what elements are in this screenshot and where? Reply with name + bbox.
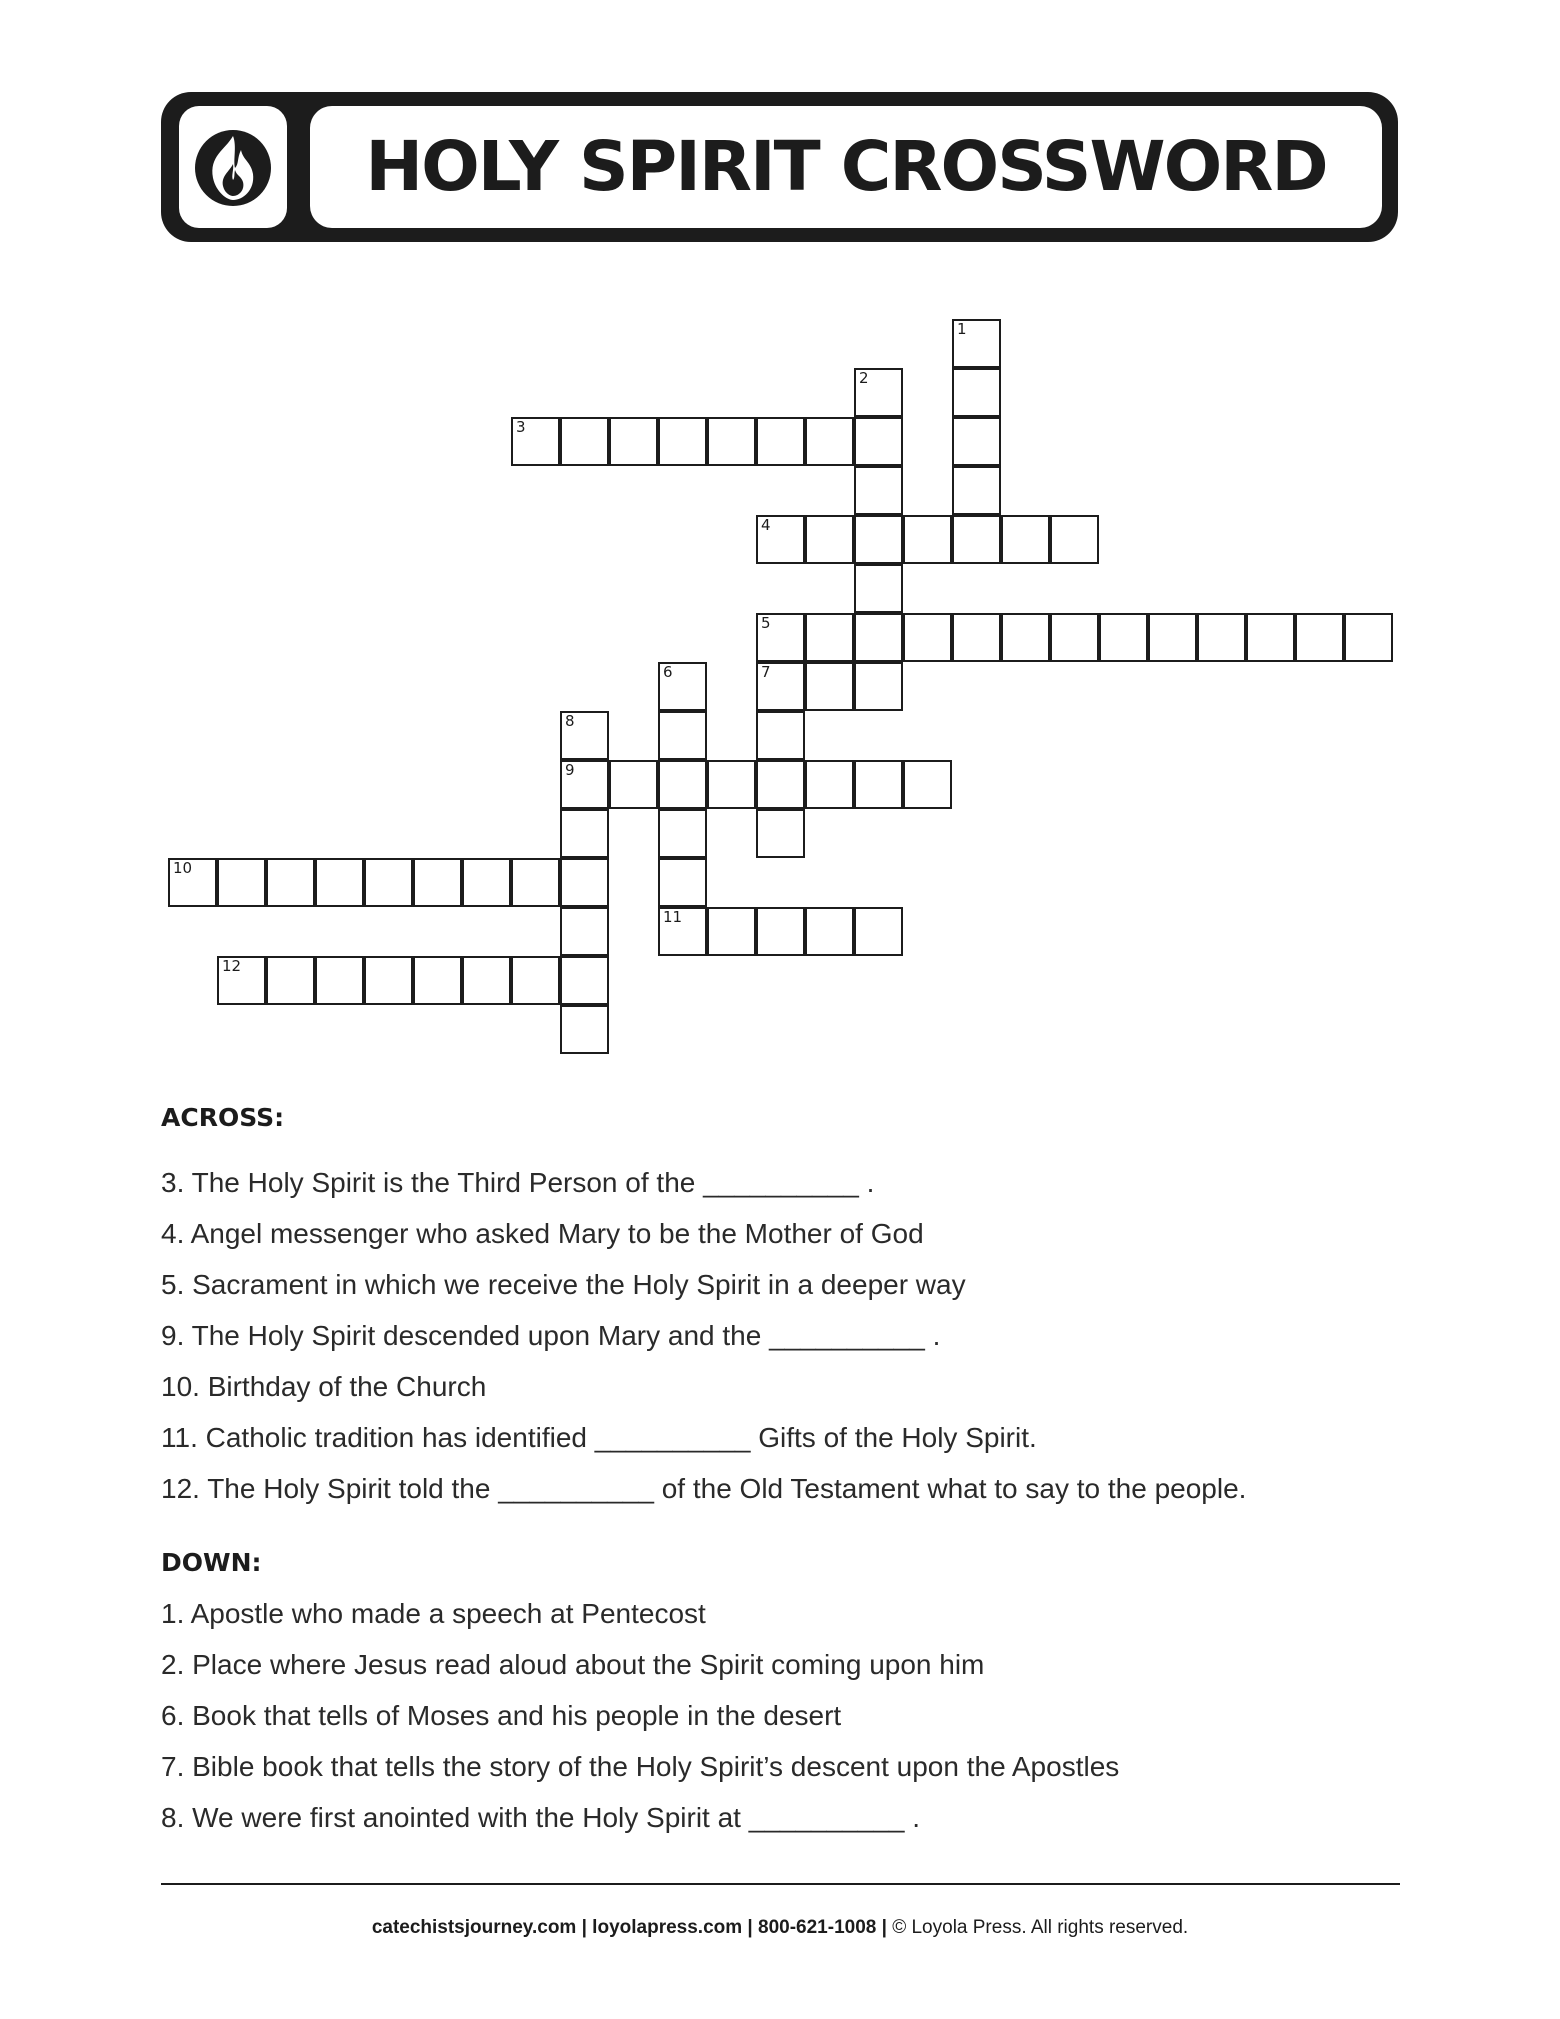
crossword-cell[interactable] (903, 515, 952, 564)
crossword-grid (168, 319, 1398, 1059)
crossword-cell[interactable] (756, 417, 805, 466)
crossword-cell[interactable] (756, 662, 805, 711)
crossword-cell[interactable] (217, 858, 266, 907)
clue-number: 4 (761, 516, 771, 534)
crossword-cell[interactable] (266, 858, 315, 907)
crossword-cell[interactable] (1001, 515, 1050, 564)
crossword-cell[interactable] (609, 417, 658, 466)
clue-number: 3 (516, 418, 526, 436)
clue-number: 1 (957, 320, 967, 338)
across-clue-3: 3. The Holy Spirit is the Third Person of the __________ . (161, 1167, 875, 1198)
crossword-cell[interactable] (854, 760, 903, 809)
crossword-cell[interactable] (805, 417, 854, 466)
crossword-cell[interactable] (413, 858, 462, 907)
crossword-cell[interactable] (560, 956, 609, 1005)
crossword-cell[interactable] (315, 858, 364, 907)
down-clue-6: 6. Book that tells of Moses and his people in the desert (161, 1700, 842, 1731)
clue-number: 8 (565, 712, 575, 730)
crossword-cell[interactable] (707, 760, 756, 809)
crossword-cell[interactable] (756, 760, 805, 809)
crossword-cell[interactable] (1050, 515, 1099, 564)
crossword-cell[interactable] (1148, 613, 1197, 662)
crossword-cell[interactable] (560, 809, 609, 858)
crossword-cell[interactable] (854, 466, 903, 515)
clue-number: 10 (173, 859, 193, 877)
title-box (310, 106, 1382, 228)
down-heading: DOWN: (161, 1548, 262, 1577)
crossword-cell[interactable] (756, 515, 805, 564)
clue-number: 7 (761, 663, 771, 681)
across-clue-10: 10. Birthday of the Church (161, 1371, 487, 1402)
crossword-cell[interactable] (560, 760, 609, 809)
header-banner (161, 92, 1398, 242)
crossword-cell[interactable] (854, 368, 903, 417)
crossword-cell[interactable] (560, 858, 609, 907)
crossword-cell[interactable] (756, 907, 805, 956)
crossword-cell[interactable] (805, 760, 854, 809)
crossword-cell[interactable] (1001, 613, 1050, 662)
footer-links: catechistsjourney.com | loyolapress.com | 800-621-1008 | (371, 1917, 887, 1938)
crossword-cell[interactable] (315, 956, 364, 1005)
crossword-cell[interactable] (805, 515, 854, 564)
crossword-cell[interactable] (511, 858, 560, 907)
crossword-cell[interactable] (1246, 613, 1295, 662)
down-clue-7: 7. Bible book that tells the story of the Holy Spirit’s descent upon the Apostles (161, 1751, 1120, 1782)
flame-icon (195, 126, 271, 210)
crossword-cell[interactable] (903, 613, 952, 662)
crossword-cell[interactable] (1344, 613, 1393, 662)
crossword-cell[interactable] (707, 417, 756, 466)
crossword-cell[interactable] (364, 956, 413, 1005)
down-clue-8: 8. We were first anointed with the Holy Spirit at __________ . (161, 1802, 921, 1833)
down-clue-2: 2. Place where Jesus read aloud about the Spirit coming upon him (161, 1649, 985, 1680)
crossword-cell[interactable] (658, 417, 707, 466)
crossword-cell[interactable] (756, 613, 805, 662)
clue-number: 9 (565, 761, 575, 779)
across-clue-11: 11. Catholic tradition has identified __________ Gifts of the Holy Spirit. (161, 1422, 1037, 1453)
crossword-cell[interactable] (217, 956, 266, 1005)
crossword-cell[interactable] (511, 956, 560, 1005)
crossword-cell[interactable] (413, 956, 462, 1005)
clue-number: 6 (663, 663, 673, 681)
crossword-cell[interactable] (952, 613, 1001, 662)
crossword-cell[interactable] (952, 466, 1001, 515)
crossword-cell[interactable] (854, 515, 903, 564)
across-clue-9: 9. The Holy Spirit descended upon Mary and the __________ . (161, 1320, 941, 1351)
crossword-cell[interactable] (805, 662, 854, 711)
crossword-cell[interactable] (560, 417, 609, 466)
crossword-cell[interactable] (952, 417, 1001, 466)
crossword-cell[interactable] (658, 907, 707, 956)
crossword-cell[interactable] (609, 760, 658, 809)
crossword-cell[interactable] (854, 907, 903, 956)
crossword-cell[interactable] (560, 907, 609, 956)
crossword-cell[interactable] (1099, 613, 1148, 662)
crossword-cell[interactable] (952, 319, 1001, 368)
across-clue-4: 4. Angel messenger who asked Mary to be the Mother of God (161, 1218, 924, 1249)
crossword-cell[interactable] (854, 662, 903, 711)
crossword-cell[interactable] (560, 1005, 609, 1054)
footer (0, 1917, 1560, 1939)
clue-number: 12 (222, 957, 242, 975)
clue-number: 2 (859, 369, 869, 387)
clue-number: 11 (663, 908, 683, 926)
across-clue-5: 5. Sacrament in which we receive the Holy Spirit in a deeper way (161, 1269, 966, 1300)
down-clue-1: 1. Apostle who made a speech at Pentecost (161, 1598, 706, 1629)
across-clue-12: 12. The Holy Spirit told the __________ of the Old Testament what to say to the people. (161, 1473, 1247, 1504)
crossword-cell[interactable] (658, 809, 707, 858)
clue-number: 5 (761, 614, 771, 632)
page-title: HOLY SPIRIT CROSSWORD (365, 127, 1327, 207)
crossword-cell[interactable] (462, 858, 511, 907)
crossword-cell[interactable] (560, 711, 609, 760)
crossword-cell[interactable] (854, 564, 903, 613)
crossword-cell[interactable] (266, 956, 315, 1005)
crossword-cell[interactable] (1197, 613, 1246, 662)
crossword-cell[interactable] (903, 760, 952, 809)
crossword-cell[interactable] (658, 858, 707, 907)
crossword-cell[interactable] (511, 417, 560, 466)
crossword-cell[interactable] (658, 711, 707, 760)
crossword-cell[interactable] (1050, 613, 1099, 662)
crossword-cell[interactable] (756, 711, 805, 760)
footer-divider (161, 1883, 1400, 1885)
crossword-cell[interactable] (364, 858, 413, 907)
crossword-cell[interactable] (658, 662, 707, 711)
crossword-cell[interactable] (805, 613, 854, 662)
crossword-cell[interactable] (168, 858, 217, 907)
flame-icon-box (179, 106, 287, 228)
crossword-cell[interactable] (952, 368, 1001, 417)
crossword-cell[interactable] (1295, 613, 1344, 662)
crossword-cell[interactable] (854, 613, 903, 662)
crossword-cell[interactable] (462, 956, 511, 1005)
crossword-cell[interactable] (658, 760, 707, 809)
crossword-cell[interactable] (952, 515, 1001, 564)
crossword-cell[interactable] (756, 809, 805, 858)
crossword-cell[interactable] (805, 907, 854, 956)
crossword-cell[interactable] (854, 417, 903, 466)
across-heading: ACROSS: (161, 1103, 285, 1132)
crossword-cell[interactable] (707, 907, 756, 956)
footer-copyright: © Loyola Press. All rights reserved. (886, 1917, 1189, 1938)
